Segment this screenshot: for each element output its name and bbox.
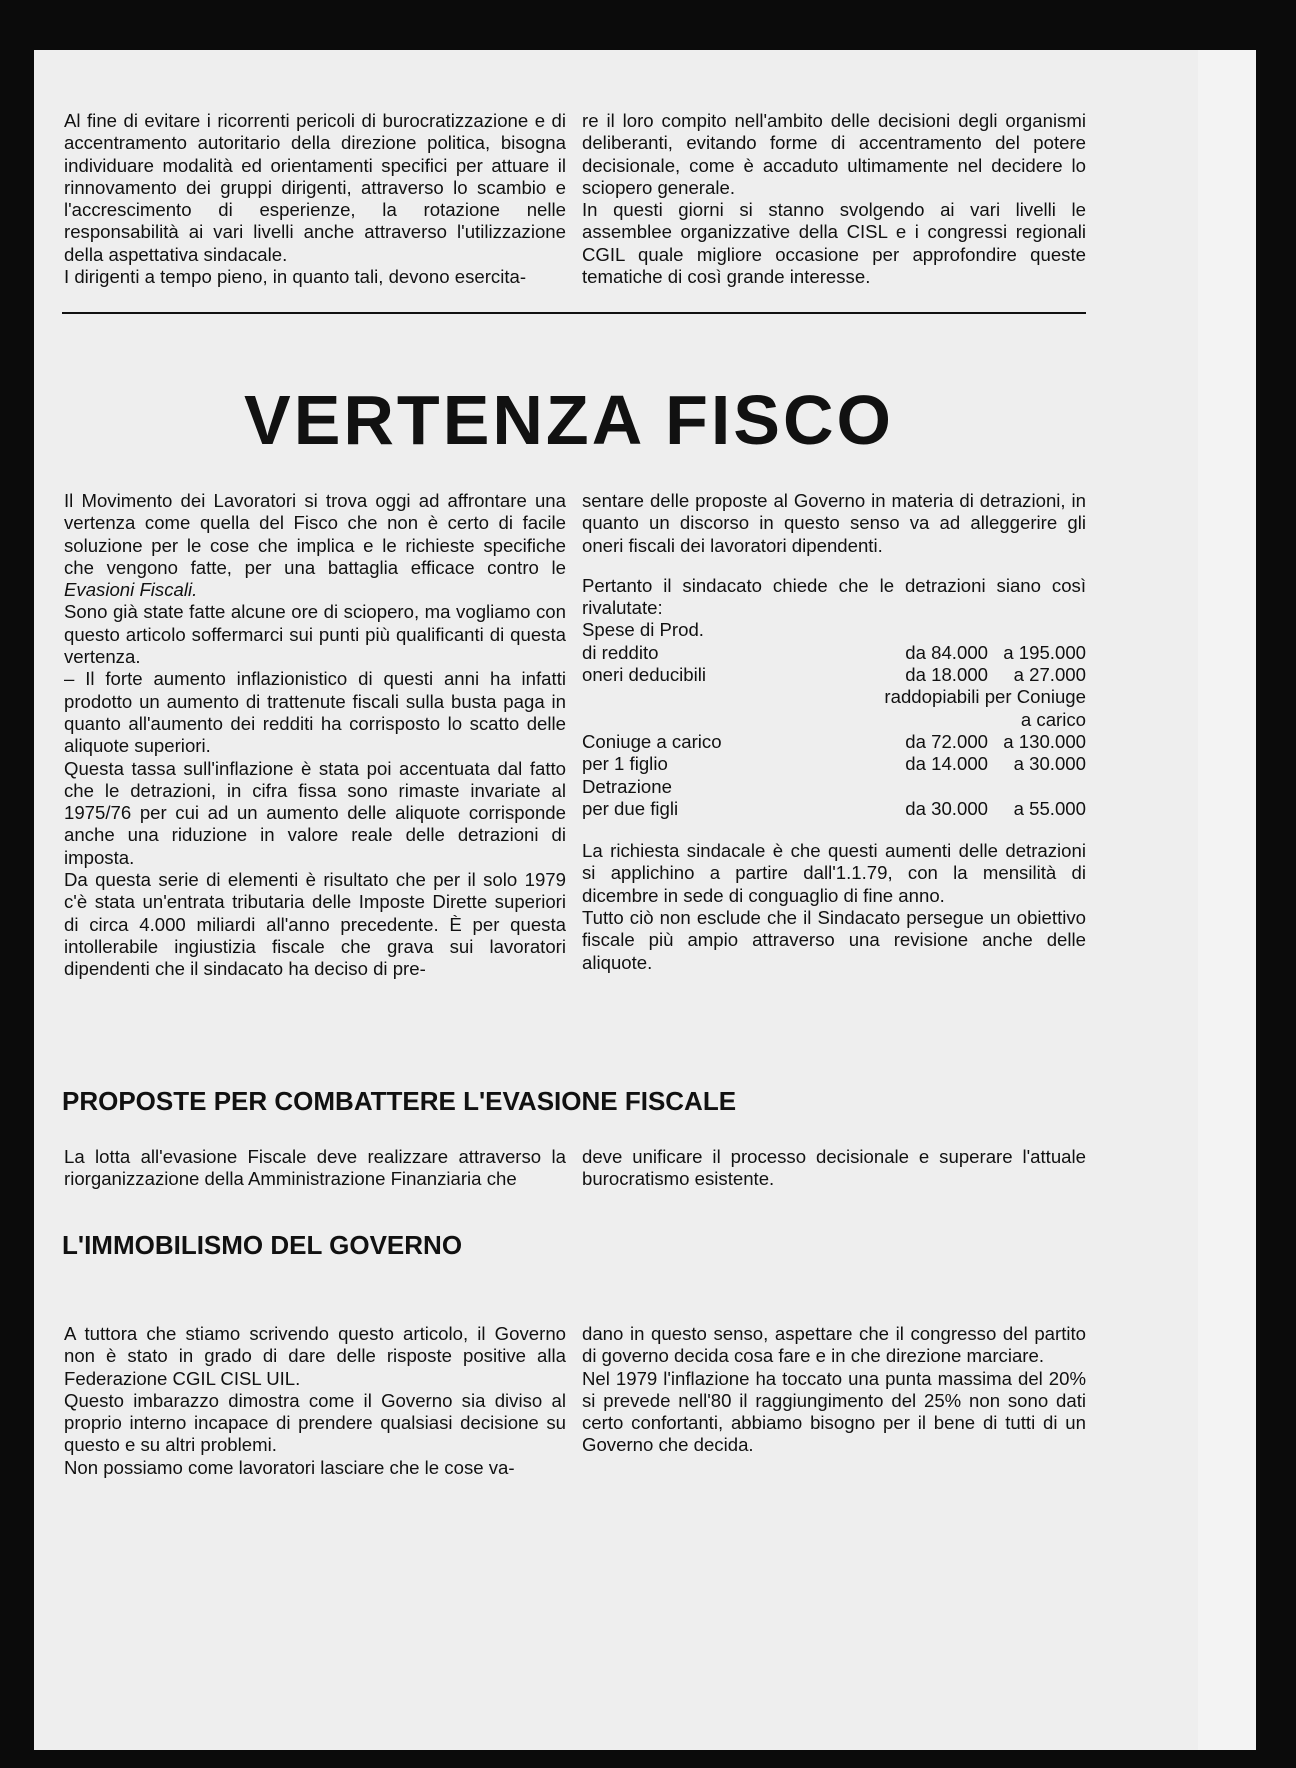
article-paragraph: Il Movimento dei Lavoratori si trova oggi ad affrontare una vertenza come quella del Fisco che non è certo di facile soluzione per le cose che implica e le richieste specifiche che vengono fatte, per una battaglia efficace contro le Evasioni Fiscali. bbox=[64, 490, 566, 601]
rate-to bbox=[988, 619, 1086, 641]
government-paragraph: Questo imbarazzo dimostra come il Governo sia diviso al proprio interno incapace di prendere qualsiasi decisione su questo e su altri problemi. bbox=[64, 1389, 566, 1456]
horizontal-rule bbox=[62, 312, 1086, 314]
evasion-left-column bbox=[64, 1146, 566, 1191]
rate-row bbox=[582, 686, 1086, 708]
government-paragraph: dano in questo senso, aspettare che il congresso del partito di governo decida cosa fare e in che direzione marciare. bbox=[582, 1323, 1086, 1367]
government-right-column bbox=[582, 1323, 1086, 1457]
rate-row bbox=[582, 753, 1086, 775]
rate-from bbox=[868, 619, 988, 641]
top-left-paragraph: Al fine di evitare i ricorrenti pericoli di burocratizzazione e di accentramento autoritario della direzione politica, bisogna individuare modalità ed orientamenti specifici per attuare il rinnovamento dei gruppi dirigenti, attraverso lo scambio e l'accrescimento di esperienze, la rotazione nelle responsabilità ai vari livelli anche attraverso l'utilizzazione della aspettativa sindacale. bbox=[64, 110, 566, 265]
rate-from: da 30.000 bbox=[905, 797, 988, 819]
rate-row bbox=[582, 709, 1086, 731]
rate-row bbox=[582, 731, 1086, 753]
scanned-page bbox=[34, 50, 1256, 1750]
rate-row bbox=[582, 664, 1086, 686]
government-section-title: L'IMMOBILISMO DEL GOVERNO bbox=[62, 1230, 463, 1260]
headline: VERTENZA FISCO bbox=[244, 381, 894, 459]
evasion-right-column bbox=[582, 1146, 1086, 1191]
article-paragraph: La richiesta sindacale è che questi aumenti delle detrazioni si applichino a partire dall'1.1.79, con la mensilità di dicembre in sede di conguaglio di fine anno. bbox=[582, 840, 1086, 906]
article-paragraph: sentare delle proposte al Governo in materia di detrazioni, in quanto un discorso in questo senso va ad alleggerire gli oneri fiscali dei lavoratori dipendenti. bbox=[582, 490, 1086, 556]
rate-note: raddopiabili per Coniuge bbox=[884, 686, 1086, 708]
rate-row bbox=[582, 776, 1086, 798]
rate-from: da 72.000 bbox=[905, 730, 988, 752]
rate-label: per 1 figlio bbox=[582, 753, 668, 775]
article-paragraph: – Il forte aumento inflazionistico di questi anni ha infatti prodotto un aumento di trattenute fiscali sulla busta paga in quanto all'aumento dei redditi ha corrisposto lo scatto delle aliquote superiori. bbox=[64, 668, 566, 757]
rate-from: da 18.000 bbox=[905, 664, 988, 686]
evasioni-fiscali-italic: Evasioni Fiscali. bbox=[64, 579, 198, 601]
rate-row bbox=[582, 619, 1086, 641]
rate-label: oneri deducibili bbox=[582, 664, 707, 686]
top-right-column bbox=[582, 110, 1086, 288]
rate-to: a 195.000 bbox=[1003, 641, 1086, 663]
rate-note: a carico bbox=[1020, 708, 1086, 730]
evasion-paragraph: deve unificare il processo decisionale e superare l'attuale burocratismo esistente. bbox=[582, 1146, 1086, 1190]
rate-label: di reddito bbox=[582, 641, 659, 663]
top-right-paragraph: re il loro compito nell'ambito delle decisioni degli organismi deliberanti, evitando forme di accentramento del potere decisionale, come è accaduto ultimamente nel decidere lo sciopero generale. bbox=[582, 110, 1086, 198]
article-paragraph: Pertanto il sindacato chiede che le detrazioni siano così rivalutate: bbox=[582, 574, 1086, 619]
article-left-column bbox=[64, 490, 566, 981]
rate-label: Spese di Prod. bbox=[582, 619, 704, 641]
detrazioni-table bbox=[582, 619, 1086, 820]
rate-from bbox=[868, 776, 988, 798]
top-left-paragraph: I dirigenti a tempo pieno, in quanto tali, devono esercita- bbox=[64, 266, 527, 288]
government-paragraph: A tuttora che stiamo scrivendo questo articolo, il Governo non è stato in grado di dare delle risposte positive alla Federazione CGIL CISL UIL. bbox=[64, 1323, 566, 1389]
article-paragraph: Da questa serie di elementi è risultato che per il solo 1979 c'è stata un'entrata tributaria delle Imposte Dirette superiori di circa 4.000 miliardi all'anno precedente. È per questa intollerabile ingiustizia fiscale che grava sui lavoratori dipendenti che il sindacato ha deciso di pre- bbox=[64, 869, 566, 980]
next-page-strip bbox=[1198, 50, 1256, 1750]
rate-row bbox=[582, 798, 1086, 820]
top-right-paragraph: In questi giorni si stanno svolgendo ai vari livelli le assemblee organizzative della CISL e i congressi regionali CGIL quale migliore occasione per approfondire queste tematiche di così grande interesse. bbox=[582, 199, 1086, 288]
rate-to bbox=[988, 776, 1086, 798]
article-paragraph: Tutto ciò non esclude che il Sindacato persegue un obiettivo fiscale più ampio attraverso una revisione anche delle aliquote. bbox=[582, 907, 1086, 973]
rate-row bbox=[582, 642, 1086, 664]
top-left-column bbox=[64, 110, 566, 288]
rate-label: per due figli bbox=[582, 797, 679, 819]
evasion-paragraph: La lotta all'evasione Fiscale deve realizzare attraverso la riorganizzazione della Amministrazione Finanziaria che bbox=[64, 1146, 566, 1190]
rate-label: Coniuge a carico bbox=[582, 730, 722, 752]
evasion-section-title: PROPOSTE PER COMBATTERE L'EVASIONE FISCALE bbox=[62, 1086, 737, 1116]
article-paragraph: Questa tassa sull'inflazione è stata poi accentuata dal fatto che le detrazioni, in cifra fissa sono rimaste invariate al 1975/76 per cui ad un aumento delle aliquote corrisponde anche una riduzione in valore reale delle detrazioni di imposta. bbox=[64, 757, 566, 868]
article-paragraph: Sono già state fatte alcune ore di sciopero, ma vogliamo con questo articolo soffermarci sui punti più qualificanti di questa vertenza. bbox=[64, 601, 566, 668]
rate-from: da 14.000 bbox=[905, 753, 988, 775]
government-left-column bbox=[64, 1323, 566, 1479]
rate-from: da 84.000 bbox=[905, 641, 988, 663]
rate-to: a 55.000 bbox=[1013, 797, 1086, 819]
rate-to: a 27.000 bbox=[1013, 664, 1086, 686]
rate-label: Detrazione bbox=[582, 775, 672, 797]
rate-to: a 30.000 bbox=[1013, 753, 1086, 775]
government-paragraph: Nel 1979 l'inflazione ha toccato una punta massima del 20% si prevede nell'80 il raggiungimento del 25% non sono dati certo confortanti, abbiamo bisogno per il bene di tutti di un Governo che decida. bbox=[582, 1367, 1086, 1456]
government-paragraph: Non possiamo come lavoratori lasciare che le cose va- bbox=[64, 1456, 515, 1478]
rate-to: a 130.000 bbox=[1003, 730, 1086, 752]
article-right-column bbox=[582, 490, 1086, 974]
